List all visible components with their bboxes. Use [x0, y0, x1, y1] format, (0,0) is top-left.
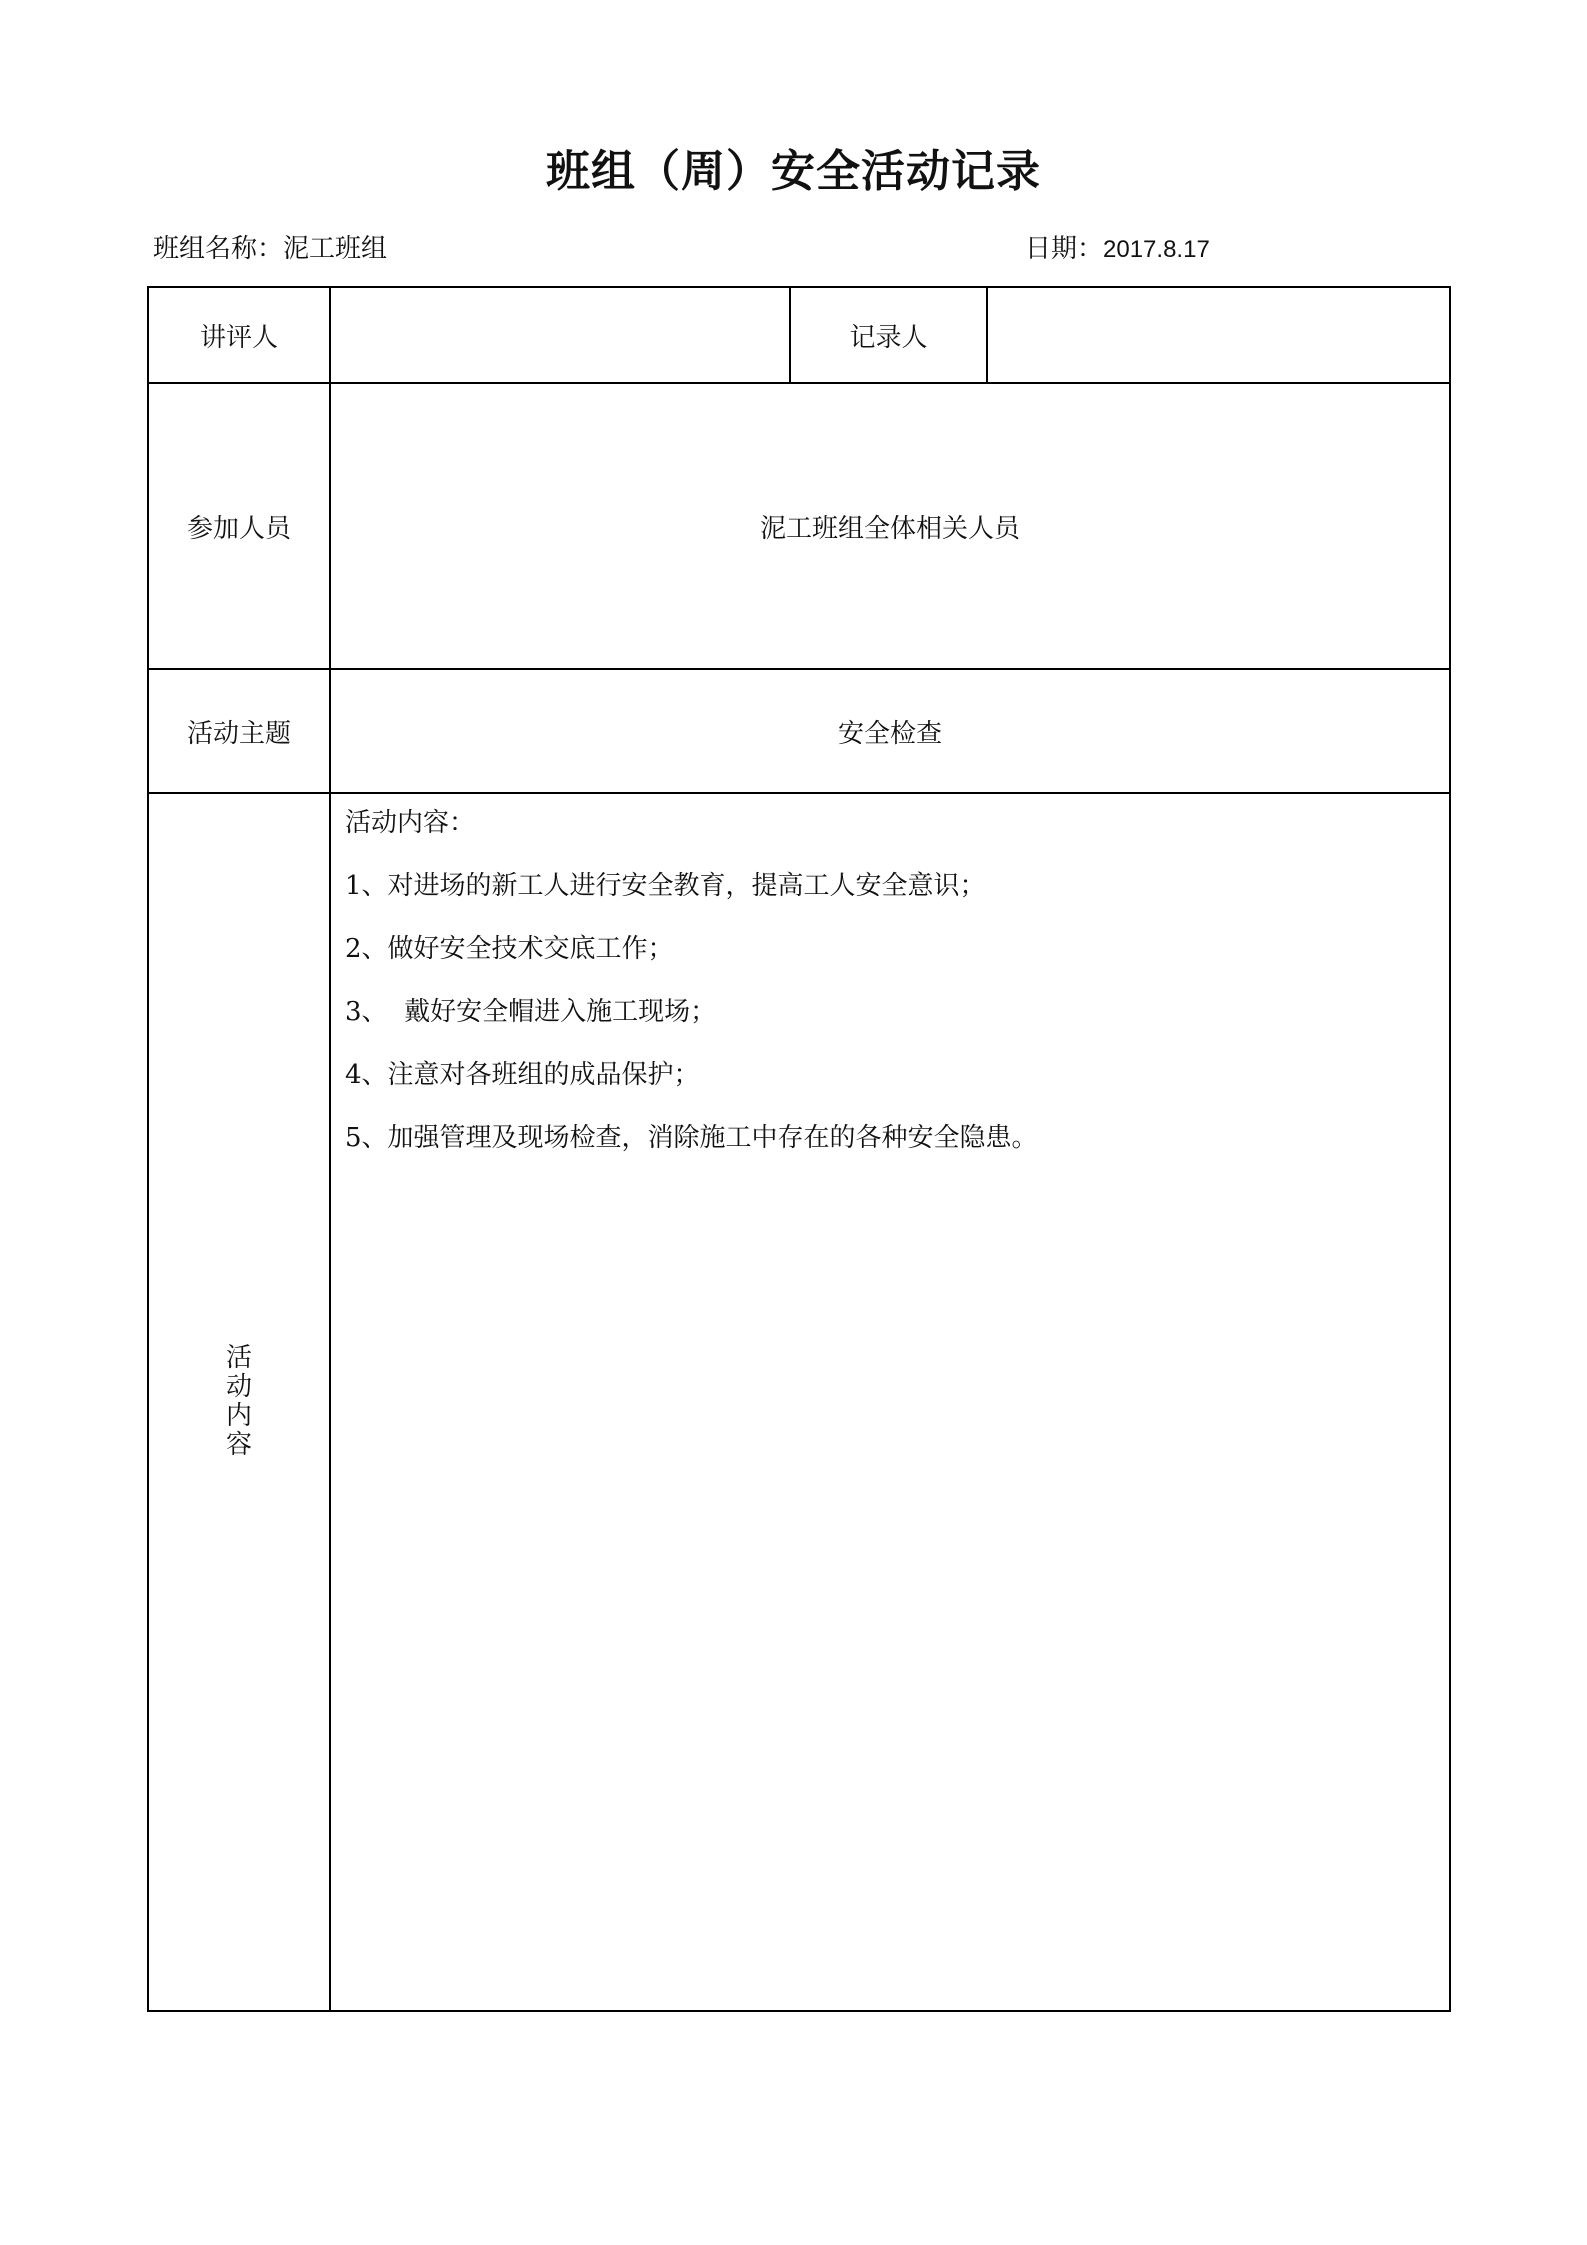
content-item: 1、对进场的新工人进行安全教育，提高工人安全意识；	[345, 871, 986, 901]
date-line	[1025, 228, 1210, 265]
participants-label: 参加人员	[148, 383, 330, 669]
content-heading: 活动内容：	[345, 808, 476, 838]
content-label: 活动内容	[225, 1343, 252, 1460]
record-table	[147, 286, 1451, 2012]
participants-value: 泥工班组全体相关人员	[330, 383, 1450, 669]
recorder-field[interactable]	[987, 287, 1450, 383]
theme-value: 安全检查	[330, 669, 1450, 793]
table-row	[148, 793, 1450, 2011]
content-label-cell	[148, 793, 330, 2011]
content-item: 4、注意对各班组的成品保护；	[345, 1060, 700, 1090]
team-name-value: 泥工班组	[283, 234, 388, 264]
content-item: 2、做好安全技术交底工作；	[345, 934, 674, 964]
theme-label: 活动主题	[148, 669, 330, 793]
table-row	[148, 287, 1450, 383]
table-row	[148, 383, 1450, 669]
content-item: 3、 戴好安全帽进入施工现场；	[345, 997, 717, 1027]
page-title: 班组（周）安全活动记录	[546, 146, 1041, 197]
date-value: 2017.8.17	[1103, 236, 1210, 263]
recorder-label: 记录人	[790, 287, 987, 383]
date-label: 日期：	[1025, 234, 1104, 264]
table-row	[148, 669, 1450, 793]
reviewer-field[interactable]	[330, 287, 790, 383]
team-name-label: 班组名称：	[153, 234, 284, 264]
content-cell	[330, 793, 1450, 2011]
content-item: 5、加强管理及现场检查，消除施工中存在的各种安全隐患。	[345, 1123, 1038, 1153]
team-name-line	[153, 228, 387, 265]
reviewer-label: 讲评人	[148, 287, 330, 383]
